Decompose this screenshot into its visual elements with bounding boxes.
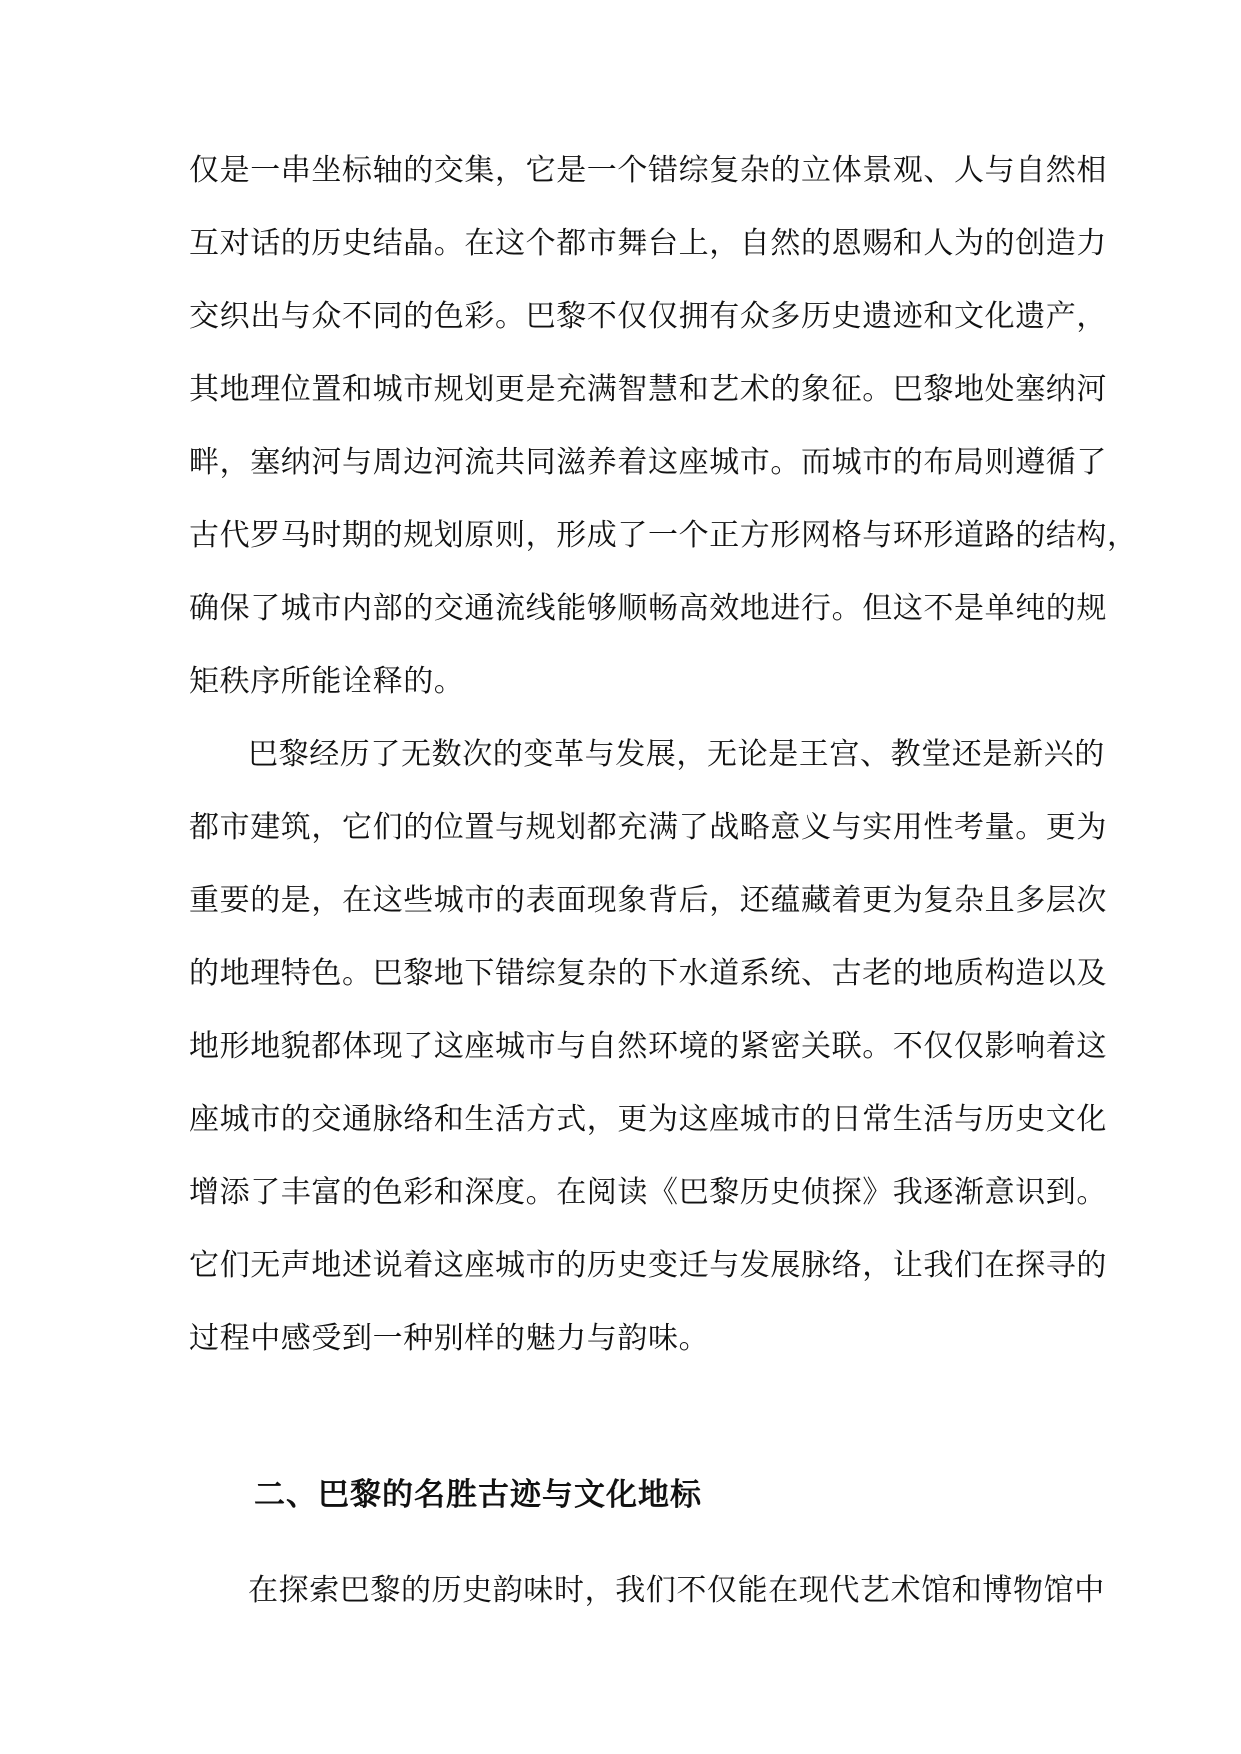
paragraph-line: 互对话的历史结晶。在这个都市舞台上，自然的恩赐和人为的创造力 (189, 226, 1107, 261)
paragraph-line: 矩秩序所能诠释的。 (189, 664, 465, 699)
paragraph-line: 古代罗马时期的规划原则，形成了一个正方形网格与环形道路的结构， (189, 518, 1138, 553)
paragraph-line: 其地理位置和城市规划更是充满智慧和艺术的象征。巴黎地处塞纳河 (189, 372, 1107, 407)
paragraph-line: 增添了丰富的色彩和深度。在阅读《巴黎历史侦探》我逐渐意识到。 (189, 1175, 1107, 1210)
paragraph-line: 它们无声地述说着这座城市的历史变迁与发展脉络，让我们在探寻的 (189, 1248, 1107, 1283)
paragraph-line: 座城市的交通脉络和生活方式，更为这座城市的日常生活与历史文化 (189, 1102, 1107, 1137)
paragraph-line: 过程中感受到一种别样的魅力与韵味。 (189, 1321, 710, 1356)
paragraph-line: 在探索巴黎的历史韵味时，我们不仅能在现代艺术馆和博物馆中 (248, 1573, 1105, 1608)
paragraph-line: 都市建筑，它们的位置与规划都充满了战略意义与实用性考量。更为 (189, 810, 1107, 845)
paragraph-line: 交织出与众不同的色彩。巴黎不仅仅拥有众多历史遗迹和文化遗产， (189, 299, 1107, 334)
paragraph-line: 的地理特色。巴黎地下错综复杂的下水道系统、古老的地质构造以及 (189, 956, 1107, 991)
paragraph-line: 确保了城市内部的交通流线能够顺畅高效地进行。但这不是单纯的规 (189, 591, 1107, 626)
paragraph-line: 巴黎经历了无数次的变革与发展，无论是王宫、教堂还是新兴的 (248, 737, 1105, 772)
section-heading: 二、巴黎的名胜古迹与文化地标 (254, 1477, 702, 1513)
paragraph-line: 地形地貌都体现了这座城市与自然环境的紧密关联。不仅仅影响着这 (189, 1029, 1107, 1064)
paragraph-line: 仅是一串坐标轴的交集，它是一个错综复杂的立体景观、人与自然相 (189, 153, 1107, 188)
paragraph-line: 畔，塞纳河与周边河流共同滋养着这座城市。而城市的布局则遵循了 (189, 445, 1107, 480)
paragraph-line: 重要的是，在这些城市的表面现象背后，还蕴藏着更为复杂且多层次 (189, 883, 1107, 918)
